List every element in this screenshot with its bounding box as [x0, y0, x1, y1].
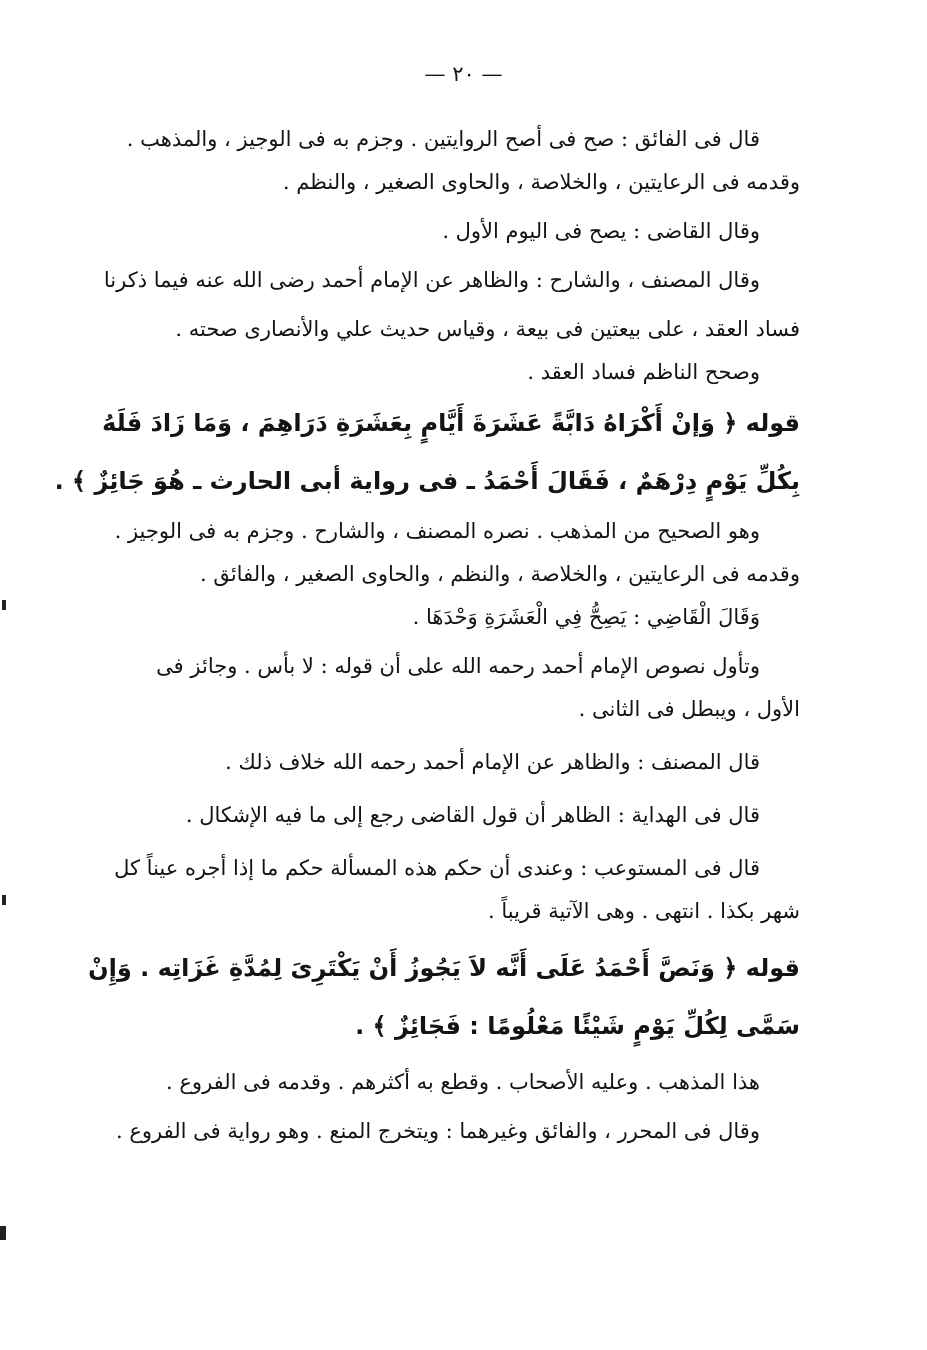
text-line: وقال فى المحرر ، والفائق وغيرهما : ويتخرج المنع . وهو رواية فى الفروع .: [116, 1119, 760, 1143]
text-line: قال فى الفائق : صح فى أصح الروايتين . وجزم به فى الوجيز ، والمذهب .: [126, 127, 760, 151]
text-line: وقال المصنف ، والشارح : والظاهر عن الإمام أحمد رضى الله عنه فيما ذكرنا: [103, 268, 760, 292]
text-line: وقدمه فى الرعايتين ، والخلاصة ، والنظم ، والحاوى الصغير ، والفائق .: [199, 562, 800, 586]
scan-edge-mark: [0, 1226, 6, 1240]
text-line: قال المصنف : والظاهر عن الإمام أحمد رحمه الله خلاف ذلك .: [225, 750, 760, 774]
text-line: قال فى الهداية : الظاهر أن قول القاضى رجع إلى ما فيه الإشكال .: [185, 803, 760, 827]
text-line: وهو الصحيح من المذهب . نصره المصنف ، والشارح . وجزم به فى الوجيز .: [114, 519, 760, 543]
scan-edge-mark: [2, 895, 6, 905]
quote-line: قوله ﴿ وَإنْ أَكْرَاهُ دَابَّةً عَشَرَةَ أَيَّامٍ بِعَشَرَةِ دَرَاهِمَ ، وَمَا زَادَ فَلَهُ: [102, 409, 800, 437]
text-line: وقدمه فى الرعايتين ، والخلاصة ، والحاوى الصغير ، والنظم .: [282, 170, 800, 194]
text-line: وتأول نصوص الإمام أحمد رحمه الله على أن قوله : لا بأس . وجائز فى: [156, 654, 760, 678]
quote-line: قوله ﴿ وَنَصَّ أَحْمَدُ عَلَى أَنَّه لاَ يَجُوزُ أَنْ يَكْتَرِىَ لِمُدَّةِ غَزَاتِه . وَإِنْ: [88, 954, 800, 982]
text-line: شهر بكذا . انتهى . وهى الآتية قريباً .: [488, 899, 800, 923]
text-line: هذا المذهب . وعليه الأصحاب . وقطع به أكثرهم . وقدمه فى الفروع .: [166, 1070, 760, 1094]
text-line: وَقَالَ الْقَاضِي : يَصِحُّ فِي الْعَشَرَةِ وَحْدَهَا .: [412, 605, 760, 629]
page-body: [54, 118, 800, 1153]
text-line: وصحح الناظم فساد العقد .: [527, 360, 760, 384]
text-line: قال فى المستوعب : وعندى أن حكم هذه المسألة حكم ما إذا أجره عيناً كل: [114, 856, 760, 880]
page-number: — ٢٠ —: [424, 62, 503, 86]
quote-line: بِكُلِّ يَوْمٍ دِرْهَمٌ ، فَقَالَ أَحْمَدُ ـ فى رواية أبى الحارث ـ هُوَ جَائِزٌ ﴾ .: [54, 467, 800, 495]
text-line: وقال القاضى : يصح فى اليوم الأول .: [442, 219, 760, 243]
quote-line: سَمَّى لِكُلِّ يَوْمٍ شَيْئًا مَعْلُومًا : فَجَائِزٌ ﴾ .: [355, 1012, 800, 1040]
text-line: الأول ، ويبطل فى الثانى .: [578, 697, 800, 721]
scan-edge-mark: [2, 600, 6, 610]
text-line: فساد العقد ، على بيعتين فى بيعة ، وقياس حديث علي والأنصارى صحته .: [175, 317, 800, 341]
